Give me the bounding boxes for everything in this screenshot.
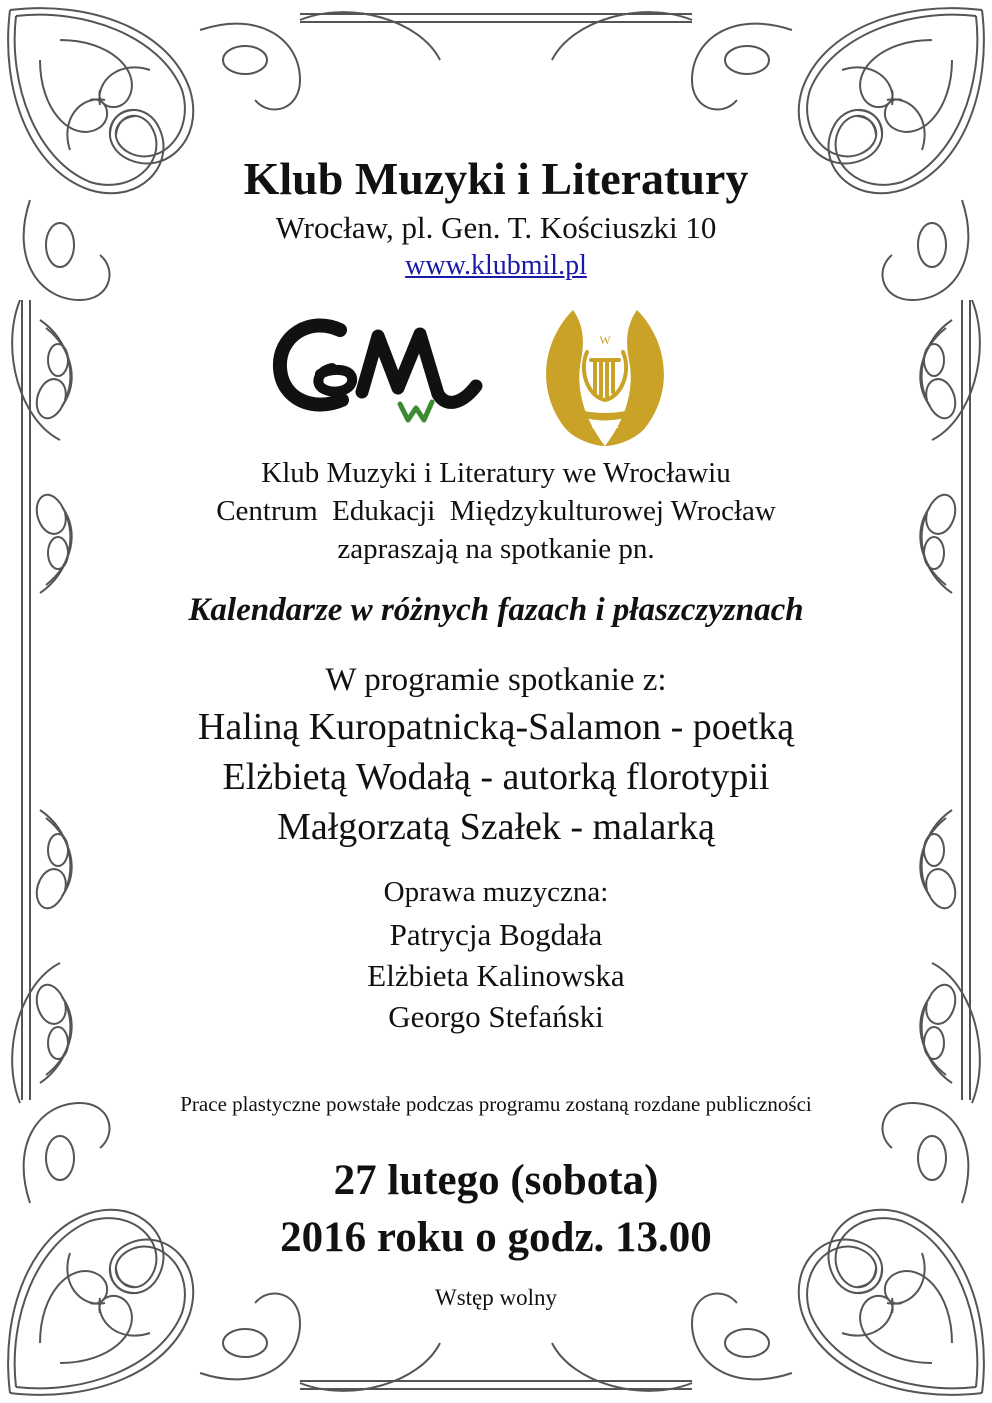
kmil-letters: KMiL xyxy=(591,419,619,431)
kmil-sub-letter: W xyxy=(599,333,611,347)
organizer-line-2: Centrum Edukacji Międzykulturowej Wrocław xyxy=(216,495,776,527)
event-title: Kalendarze w różnych fazach i płaszczyznach xyxy=(188,592,804,628)
website-link[interactable]: www.klubmil.pl xyxy=(405,250,587,281)
club-title: Klub Muzyki i Literatury xyxy=(243,153,749,204)
program-heading: W programie spotkanie z: xyxy=(325,662,667,698)
performer-1: Patrycja Bogdała xyxy=(389,917,603,952)
logos-row xyxy=(0,300,992,450)
event-date: 27 lutego (sobota) xyxy=(333,1157,659,1204)
entry-info: Wstęp wolny xyxy=(434,1285,557,1310)
club-address: Wrocław, pl. Gen. T. Kościuszki 10 xyxy=(275,210,717,245)
kmil-logo xyxy=(535,300,675,450)
performer-2: Elżbieta Kalinowska xyxy=(367,958,625,993)
organizer-line-3: zapraszają na spotkanie pn. xyxy=(337,533,655,565)
music-heading: Oprawa muzyczna: xyxy=(383,876,609,908)
guest-3: Małgorzatą Szałek - malarką xyxy=(277,806,715,848)
performer-3: Georgo Stefański xyxy=(388,999,604,1034)
event-time: 2016 roku o godz. 13.00 xyxy=(280,1214,712,1261)
guest-1: Haliną Kuropatnicką-Salamon - poetką xyxy=(197,706,795,748)
artwork-note: Prace plastyczne powstałe podczas programu zostaną rozdane publiczności xyxy=(180,1092,812,1116)
guest-2: Elżbietą Wodałą - autorką florotypii xyxy=(222,756,770,798)
organizer-line-1: Klub Muzyki i Literatury we Wrocławiu xyxy=(261,457,731,489)
cem-logo xyxy=(270,308,485,426)
